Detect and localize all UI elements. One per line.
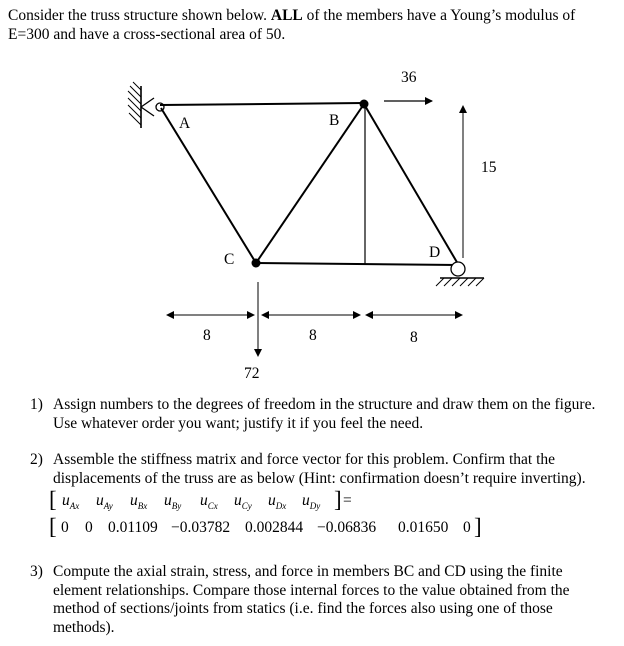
node-label-b: B (329, 112, 340, 129)
load-label-15: 15 (481, 159, 497, 176)
intro-bold-all: ALL (270, 7, 303, 24)
dim-label-1: 8 (203, 327, 211, 344)
member-bc (256, 104, 364, 263)
member-ac (161, 108, 256, 263)
question-2 (30, 451, 615, 491)
dof-symbol: $u_{Dx}$ (268, 492, 287, 512)
dof-symbol: $u_{Cy}$ (234, 492, 252, 512)
node-label-c: C (224, 251, 235, 268)
dof-value: 0 (85, 519, 93, 536)
dof-value: 0.01650 (398, 519, 449, 536)
pin-support-a (128, 82, 164, 128)
load-label-72: 72 (244, 365, 260, 382)
intro-line-2: E=300 and have a cross-sectional area of 50. (8, 26, 286, 43)
question-line: Use whatever order you want; justify it if you feel the need. (53, 414, 424, 432)
dof-symbol: $u_{Cx}$ (200, 492, 218, 512)
dof-value: −0.03782 (171, 519, 231, 536)
dof-value: 0 (61, 519, 69, 536)
question-line: displacements of the truss are as below (Hint: confirmation doesn’t require inverting). (53, 469, 586, 487)
displacement-symbols: [ $u_{Ax}$ $u_{Ay}$ $u_{Bx}$ $u_{By}$ $u_{Cx}$ $u_{Cy}$ $u_{Dx}$ $u_{Dy}$ ] = (49, 487, 352, 512)
dof-symbol: $u_{Ax}$ (62, 492, 80, 512)
question-number: 3) (30, 563, 43, 580)
dim-label-3: 8 (410, 329, 418, 346)
question-line: method of sections/joints from statics (i.e. find the forces also using one of those (53, 600, 553, 617)
question-3 (30, 563, 615, 641)
node-label-d: D (429, 244, 441, 261)
question-line: methods). (53, 618, 115, 636)
dof-value: 0.01109 (108, 519, 158, 536)
member-cd (256, 263, 458, 265)
truss-members (160, 103, 458, 265)
joint-b (360, 100, 369, 109)
dof-value: 0 (463, 519, 471, 536)
dof-value: 0.002844 (245, 519, 304, 536)
dof-symbol: $u_{Dy}$ (302, 492, 321, 512)
dof-symbol: $u_{By}$ (164, 492, 182, 512)
question-line: Compute the axial strain, stress, and force in members BC and CD using the finite (53, 563, 563, 580)
equals-sign: = (343, 492, 352, 509)
dim-label-2: 8 (309, 327, 317, 344)
question-number: 2) (30, 451, 43, 468)
question-line: Assemble the stiffness matrix and force vector for this problem. Confirm that the (53, 451, 556, 468)
node-label-a: A (179, 115, 191, 132)
dof-symbol: $u_{Bx}$ (130, 492, 148, 512)
load-label-36: 36 (401, 69, 417, 86)
question-line: element relationships. Compare those internal forces to the value obtained from the (53, 581, 570, 599)
question-1 (30, 396, 615, 436)
intro-text-a: Consider the truss structure shown below. (8, 7, 271, 24)
question-number: 1) (30, 396, 43, 413)
dof-value: −0.06836 (317, 519, 377, 536)
dof-symbol: $u_{Ay}$ (96, 492, 113, 512)
joint-c (252, 259, 261, 268)
member-bd (364, 104, 458, 264)
member-ab (160, 103, 364, 105)
intro-text-b: of the members have a Young’s modulus of (302, 7, 576, 24)
question-line: Assign numbers to the degrees of freedom in the structure and draw them on the figure. (53, 396, 596, 413)
displacement-values: [ 0 0 0.01109 −0.03782 0.002844 −0.06836 0.01650 0 ] (49, 514, 482, 539)
